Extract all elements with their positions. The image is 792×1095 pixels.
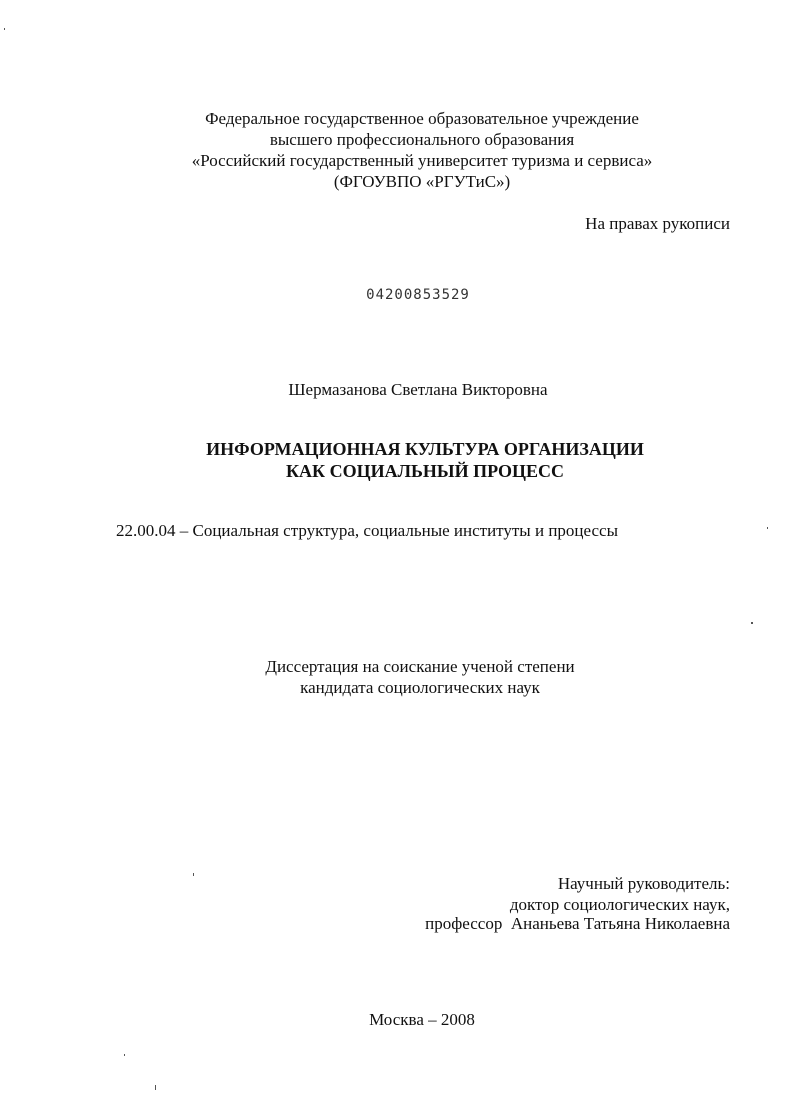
- document-number: 04200853529: [366, 287, 470, 303]
- degree-line-1: Диссертация на соискание ученой степени: [265, 657, 575, 676]
- city-year: Москва – 2008: [369, 1010, 475, 1029]
- manuscript-note: На правах рукописи: [585, 214, 730, 233]
- institution-line-2: высшего профессионального образования: [269, 130, 575, 149]
- dissertation-title-line-1: ИНФОРМАЦИОННАЯ КУЛЬТУРА ОРГАНИЗАЦИИ: [206, 439, 644, 459]
- scan-speck: [751, 622, 753, 624]
- supervisor-label: Научный руководитель:: [557, 874, 730, 893]
- degree-line-2: кандидата социологических наук: [300, 678, 540, 697]
- institution-abbreviation: (ФГОУВПО «РГУТиС»): [333, 172, 511, 191]
- institution-line-3: «Российский государственный университет туризма и сервиса»: [191, 151, 653, 170]
- scan-speck: [767, 527, 768, 529]
- scan-speck: [4, 28, 5, 30]
- specialty-code: 22.00.04 – Социальная структура, социальные институты и процессы: [116, 521, 619, 540]
- scan-speck: [155, 1085, 156, 1090]
- dissertation-title-line-2: КАК СОЦИАЛЬНЫЙ ПРОЦЕСС: [286, 461, 564, 481]
- supervisor-degree: доктор социологических наук,: [509, 895, 730, 914]
- scan-speck: [124, 1054, 125, 1056]
- institution-line-1: Федеральное государственное образовательное учреждение: [205, 109, 639, 128]
- supervisor-name: профессор Ананьева Татьяна Николаевна: [425, 914, 730, 933]
- scan-speck: [193, 873, 194, 876]
- author-name: Шермазанова Светлана Викторовна: [288, 380, 548, 399]
